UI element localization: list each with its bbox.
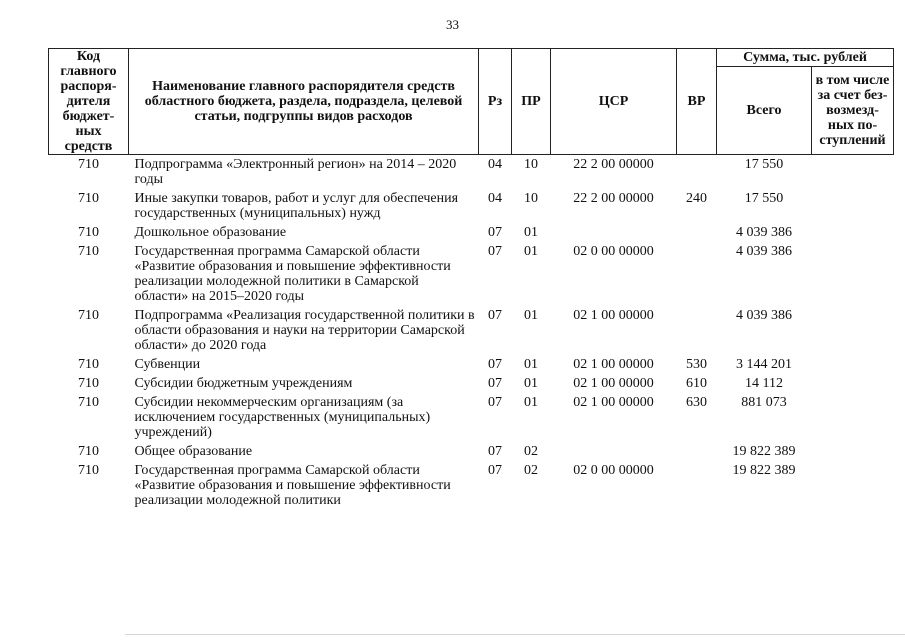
- row-pr: 01: [524, 244, 538, 259]
- row-vr: [677, 461, 717, 510]
- row-name: Субвенции: [134, 357, 201, 372]
- row-pr: 02: [524, 444, 538, 459]
- row-free: [812, 306, 894, 355]
- row-free: [812, 355, 894, 374]
- row-code: 710: [78, 395, 99, 410]
- row-pr: 01: [524, 376, 538, 391]
- row-pr: 01: [524, 395, 538, 410]
- row-total: 19 822 389: [732, 463, 796, 478]
- row-code: 710: [78, 244, 99, 259]
- row-csr: 02 1 00 00000: [573, 376, 654, 391]
- header-free: в том числе за счет без-возмезд-ных по-ступлений: [812, 67, 894, 155]
- row-name: Общее образование: [134, 444, 253, 459]
- row-name: Дошкольное образование: [134, 225, 287, 240]
- table-row: [49, 189, 894, 223]
- row-pr: 01: [524, 308, 538, 323]
- row-free: [812, 155, 894, 190]
- row-vr: [677, 155, 717, 190]
- row-name: Субсидии некоммерческим организациям (за исключением государственных (муниципальных) учреждений): [134, 395, 431, 440]
- row-rz: 04: [488, 157, 502, 172]
- row-vr: [677, 223, 717, 242]
- row-csr: 02 0 00 00000: [573, 244, 654, 259]
- row-csr: 22 2 00 00000: [573, 191, 654, 206]
- row-total: 14 112: [745, 376, 783, 391]
- row-free: [812, 223, 894, 242]
- header-total: Всего: [717, 67, 812, 155]
- table-body: [49, 155, 894, 511]
- row-pr: 01: [524, 225, 538, 240]
- row-total: 17 550: [744, 157, 784, 172]
- header-csr: ЦСР: [551, 49, 677, 155]
- row-total: 19 822 389: [732, 444, 796, 459]
- row-csr: [551, 442, 677, 461]
- row-total: 17 550: [744, 191, 784, 206]
- row-total: 4 039 386: [736, 308, 792, 323]
- row-vr: 530: [686, 357, 707, 372]
- table-row: [49, 242, 894, 306]
- row-free: [812, 189, 894, 223]
- table-row: [49, 461, 894, 510]
- row-total: 881 073: [741, 395, 787, 410]
- row-free: [812, 442, 894, 461]
- row-free: [812, 393, 894, 442]
- budget-table: [48, 48, 894, 510]
- row-rz: 07: [488, 225, 502, 240]
- row-csr: 02 1 00 00000: [573, 395, 654, 410]
- table-header: [49, 49, 894, 155]
- row-pr: 10: [524, 191, 538, 206]
- table-row: [49, 306, 894, 355]
- row-vr: [677, 442, 717, 461]
- row-csr: [551, 223, 677, 242]
- row-rz: 07: [488, 376, 502, 391]
- row-total: 3 144 201: [736, 357, 792, 372]
- header-name: Наименование главного распорядителя средств областного бюджета, раздела, подраздела, целевой статьи, подгруппы видов расходов: [129, 49, 479, 155]
- row-rz: 07: [488, 357, 502, 372]
- table-row: [49, 223, 894, 242]
- row-name: Государственная программа Самарской области «Развитие образования и повышение эффективности реализации молодежной политики: [134, 463, 451, 508]
- row-csr: 02 1 00 00000: [573, 308, 654, 323]
- row-code: 710: [78, 463, 99, 478]
- row-vr: 240: [686, 191, 707, 206]
- header-code: Код главного распоря-дителя бюджет-ных средств: [49, 49, 129, 155]
- table-row: [49, 355, 894, 374]
- table-row: [49, 374, 894, 393]
- table-row: [49, 393, 894, 442]
- row-rz: 07: [488, 444, 502, 459]
- row-vr: 610: [686, 376, 707, 391]
- row-code: 710: [78, 444, 99, 459]
- row-rz: 07: [488, 308, 502, 323]
- row-pr: 10: [524, 157, 538, 172]
- row-free: [812, 374, 894, 393]
- page-number: 33: [446, 17, 459, 32]
- row-rz: 07: [488, 395, 502, 410]
- row-name: Иные закупки товаров, работ и услуг для обеспечения государственных (муниципальных) нужд: [134, 191, 459, 221]
- row-rz: 07: [488, 244, 502, 259]
- row-vr: 630: [686, 395, 707, 410]
- header-pr: ПР: [512, 49, 551, 155]
- row-name: Субсидии бюджетным учреждениям: [134, 376, 353, 391]
- row-code: 710: [78, 376, 99, 391]
- row-rz: 07: [488, 463, 502, 478]
- row-rz: 04: [488, 191, 502, 206]
- row-name: Подпрограмма «Электронный регион» на 2014 – 2020 годы: [134, 157, 457, 187]
- header-sum: Сумма, тыс. рублей: [717, 49, 894, 67]
- row-pr: 02: [524, 463, 538, 478]
- row-free: [812, 242, 894, 306]
- header-rz: Рз: [479, 49, 512, 155]
- row-csr: 02 0 00 00000: [573, 463, 654, 478]
- row-code: 710: [78, 308, 99, 323]
- row-code: 710: [78, 357, 99, 372]
- row-name: Государственная программа Самарской области «Развитие образования и повышение эффективности реализации молодежной политики в Самарской области» на 2015–2020 годы: [134, 244, 451, 304]
- row-vr: [677, 242, 717, 306]
- row-code: 710: [78, 157, 99, 172]
- row-code: 710: [78, 225, 99, 240]
- row-code: 710: [78, 191, 99, 206]
- table-row: [49, 155, 894, 190]
- bottom-divider: [125, 634, 905, 635]
- row-vr: [677, 306, 717, 355]
- row-name: Подпрограмма «Реализация государственной политики в области образования и науки на территории Самарской области» до 2020 года: [134, 308, 475, 353]
- row-total: 4 039 386: [736, 244, 792, 259]
- header-vr: ВР: [677, 49, 717, 155]
- row-free: [812, 461, 894, 510]
- table-row: [49, 442, 894, 461]
- row-pr: 01: [524, 357, 538, 372]
- row-total: 4 039 386: [736, 225, 792, 240]
- row-csr: 02 1 00 00000: [573, 357, 654, 372]
- row-csr: 22 2 00 00000: [573, 157, 654, 172]
